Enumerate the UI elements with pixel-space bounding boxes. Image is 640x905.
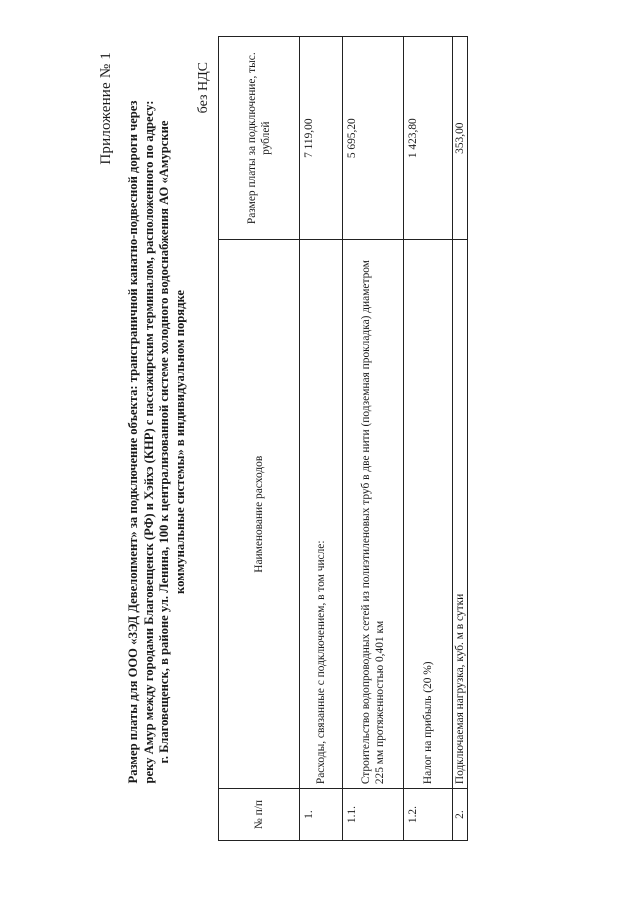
row-expense-name: Строительство водопроводных сетей из полиэтиленовых труб в две нити (подземная прокладка) диаметром 225 мм протяженностью 0,401 км — [343, 240, 404, 789]
row-expense-name: Подключаемая нагрузка, куб. м в сутки — [453, 240, 468, 789]
row-number: 1.2. — [404, 789, 453, 841]
appendix-label: Приложение № 1 — [98, 52, 114, 165]
table-row — [453, 37, 468, 841]
connection-fee-table — [218, 36, 468, 841]
table-row — [404, 37, 453, 841]
row-number: 2. — [453, 789, 468, 841]
row-expense-name: Налог на прибыль (20 %) — [404, 240, 453, 789]
header-fee-amount: Размер платы за подключение, тыс. рублей — [219, 37, 300, 240]
row-fee-amount: 7 119,00 — [300, 37, 343, 240]
table-header-row — [219, 37, 300, 841]
vat-note: без НДС — [196, 62, 211, 114]
document-title: Размер платы для ООО «ЗЭД Девелопмент» за подключение объекта: трансграничной канатно-подвесной дороги через реку Амур между городами Благовещенск (РФ) и Хэйхэ (КНР) с пассажирским терминалом, расположенного по адресу: г. Благовещенск, в районе ул. Ленина, 100 к централизованной системе холодного водоснабжения АО «Амурские коммунальные системы» в индивидуальном порядке — [126, 100, 187, 784]
row-fee-amount: 5 695,20 — [343, 37, 404, 240]
table-row — [300, 37, 343, 841]
header-number: № п/п — [219, 789, 300, 841]
table-row — [343, 37, 404, 841]
row-fee-amount: 353,00 — [453, 37, 468, 240]
row-fee-amount: 1 423,80 — [404, 37, 453, 240]
row-number: 1. — [300, 789, 343, 841]
header-expense-name: Наименование расходов — [219, 240, 300, 789]
row-expense-name: Расходы, связанные с подключением, в том числе: — [300, 240, 343, 789]
row-number: 1.1. — [343, 789, 404, 841]
